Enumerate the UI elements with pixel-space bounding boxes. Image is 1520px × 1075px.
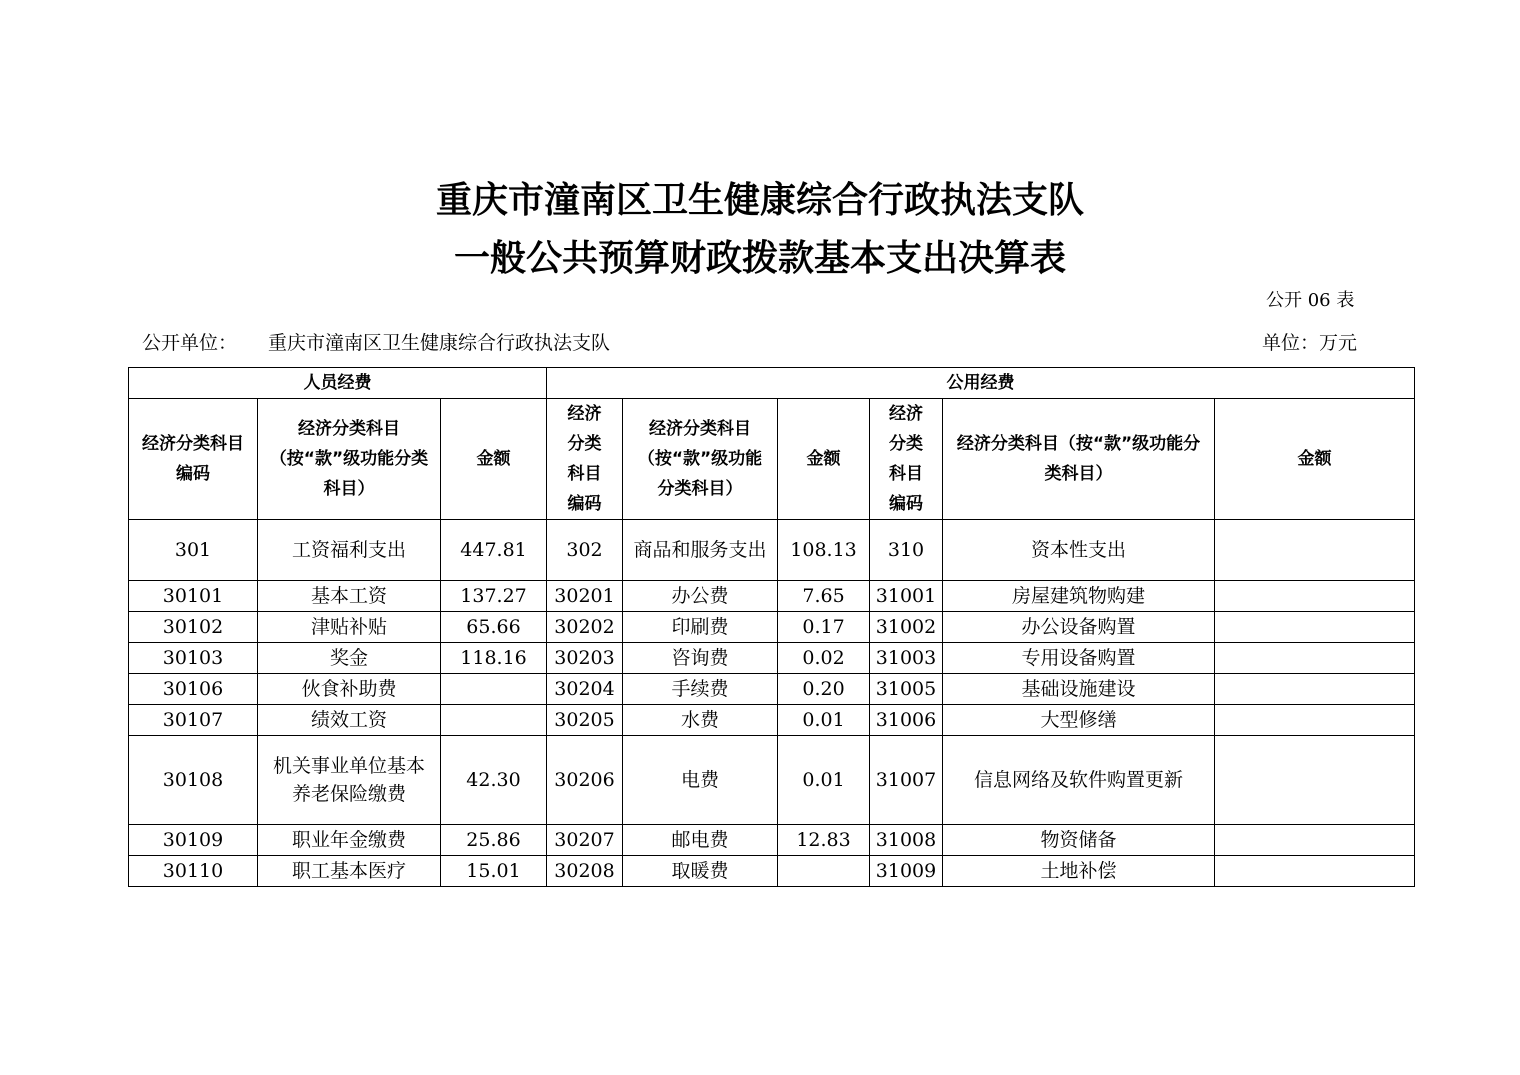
header-capital-code: 经济分类科目编码 <box>870 399 943 520</box>
personnel-code-cell: 30101 <box>129 581 258 612</box>
header-capital-amount: 金额 <box>1215 399 1415 520</box>
capital-amount-cell <box>1215 674 1415 705</box>
personnel-amount-cell: 65.66 <box>441 612 547 643</box>
capital-name-cell: 办公设备购置 <box>943 612 1215 643</box>
capital-amount-cell <box>1215 705 1415 736</box>
personnel-code-cell: 30106 <box>129 674 258 705</box>
header-goods-amount: 金额 <box>778 399 870 520</box>
unit-name: 重庆市潼南区卫生健康综合行政执法支队 <box>268 332 611 354</box>
personnel-code-cell: 30109 <box>129 825 258 856</box>
capital-code-cell: 31006 <box>870 705 943 736</box>
capital-name-cell: 基础设施建设 <box>943 674 1215 705</box>
capital-name-cell: 专用设备购置 <box>943 643 1215 674</box>
personnel-name-cell: 职业年金缴费 <box>258 825 441 856</box>
capital-code-cell: 31003 <box>870 643 943 674</box>
capital-name-cell: 房屋建筑物购建 <box>943 581 1215 612</box>
personnel-name-cell: 机关事业单位基本养老保险缴费 <box>258 736 441 825</box>
goods-code-cell: 30204 <box>547 674 623 705</box>
goods-code-cell: 30206 <box>547 736 623 825</box>
goods-name-cell: 印刷费 <box>623 612 778 643</box>
capital-name-cell: 大型修缮 <box>943 705 1215 736</box>
personnel-name-cell: 奖金 <box>258 643 441 674</box>
personnel-name-cell: 基本工资 <box>258 581 441 612</box>
document-title-line1: 重庆市潼南区卫生健康综合行政执法支队 <box>435 180 1084 221</box>
capital-code-cell: 31001 <box>870 581 943 612</box>
capital-amount-cell <box>1215 581 1415 612</box>
personnel-name-cell: 绩效工资 <box>258 705 441 736</box>
goods-amount-cell: 108.13 <box>778 520 870 581</box>
goods-amount-cell: 0.01 <box>778 705 870 736</box>
personnel-code-cell: 301 <box>129 520 258 581</box>
capital-code-cell: 31005 <box>870 674 943 705</box>
capital-code-cell: 31009 <box>870 856 943 887</box>
header-personnel-amount: 金额 <box>441 399 547 520</box>
goods-name-cell: 商品和服务支出 <box>623 520 778 581</box>
goods-amount-cell: 0.02 <box>778 643 870 674</box>
table-row <box>129 581 1415 612</box>
table-row <box>129 736 1415 825</box>
capital-code-cell: 310 <box>870 520 943 581</box>
unit-label: 公开单位： <box>142 332 238 354</box>
goods-amount-cell: 0.20 <box>778 674 870 705</box>
personnel-amount-cell: 15.01 <box>441 856 547 887</box>
document-title-line2: 一般公共预算财政拨款基本支出决算表 <box>453 238 1066 279</box>
goods-name-cell: 电费 <box>623 736 778 825</box>
capital-amount-cell <box>1215 612 1415 643</box>
capital-code-cell: 31007 <box>870 736 943 825</box>
goods-amount-cell: 12.83 <box>778 825 870 856</box>
expenditure-table <box>128 367 1415 887</box>
table-body <box>129 520 1415 887</box>
goods-code-cell: 30205 <box>547 705 623 736</box>
goods-name-cell: 手续费 <box>623 674 778 705</box>
header-goods-code: 经济分类科目编码 <box>547 399 623 520</box>
goods-amount-cell <box>778 856 870 887</box>
personnel-amount-cell <box>441 674 547 705</box>
capital-amount-cell <box>1215 520 1415 581</box>
personnel-name-cell: 工资福利支出 <box>258 520 441 581</box>
personnel-name-cell: 职工基本医疗 <box>258 856 441 887</box>
capital-amount-cell <box>1215 825 1415 856</box>
goods-amount-cell: 0.17 <box>778 612 870 643</box>
header-personnel-name: 经济分类科目（按“款”级功能分类科目） <box>258 399 441 520</box>
table-number: 公开 06 表 <box>1266 290 1355 311</box>
personnel-amount-cell: 118.16 <box>441 643 547 674</box>
goods-name-cell: 取暖费 <box>623 856 778 887</box>
capital-name-cell: 物资储备 <box>943 825 1215 856</box>
goods-code-cell: 30208 <box>547 856 623 887</box>
capital-code-cell: 31008 <box>870 825 943 856</box>
capital-code-cell: 31002 <box>870 612 943 643</box>
personnel-code-cell: 30108 <box>129 736 258 825</box>
personnel-amount-cell: 42.30 <box>441 736 547 825</box>
capital-amount-cell <box>1215 856 1415 887</box>
personnel-amount-cell: 137.27 <box>441 581 547 612</box>
goods-code-cell: 30203 <box>547 643 623 674</box>
group-header-personnel: 人员经费 <box>129 368 547 399</box>
personnel-code-cell: 30103 <box>129 643 258 674</box>
goods-name-cell: 咨询费 <box>623 643 778 674</box>
personnel-amount-cell: 447.81 <box>441 520 547 581</box>
capital-amount-cell <box>1215 736 1415 825</box>
goods-name-cell: 办公费 <box>623 581 778 612</box>
goods-code-cell: 30207 <box>547 825 623 856</box>
table-row <box>129 520 1415 581</box>
table-row <box>129 825 1415 856</box>
personnel-code-cell: 30102 <box>129 612 258 643</box>
personnel-amount-cell <box>441 705 547 736</box>
header-capital-name: 经济分类科目（按“款”级功能分类科目） <box>943 399 1215 520</box>
goods-code-cell: 302 <box>547 520 623 581</box>
goods-code-cell: 30202 <box>547 612 623 643</box>
group-header-public: 公用经费 <box>547 368 1415 399</box>
table-row <box>129 643 1415 674</box>
goods-name-cell: 水费 <box>623 705 778 736</box>
goods-code-cell: 30201 <box>547 581 623 612</box>
personnel-amount-cell: 25.86 <box>441 825 547 856</box>
personnel-name-cell: 津贴补贴 <box>258 612 441 643</box>
capital-amount-cell <box>1215 643 1415 674</box>
table-row <box>129 856 1415 887</box>
goods-name-cell: 邮电费 <box>623 825 778 856</box>
goods-amount-cell: 0.01 <box>778 736 870 825</box>
capital-name-cell: 土地补偿 <box>943 856 1215 887</box>
personnel-code-cell: 30107 <box>129 705 258 736</box>
capital-name-cell: 资本性支出 <box>943 520 1215 581</box>
personnel-name-cell: 伙食补助费 <box>258 674 441 705</box>
currency-unit: 单位：万元 <box>1262 332 1358 354</box>
header-goods-name: 经济分类科目（按“款”级功能分类科目） <box>623 399 778 520</box>
goods-amount-cell: 7.65 <box>778 581 870 612</box>
table-row <box>129 674 1415 705</box>
personnel-code-cell: 30110 <box>129 856 258 887</box>
header-personnel-code: 经济分类科目编码 <box>129 399 258 520</box>
capital-name-cell: 信息网络及软件购置更新 <box>943 736 1215 825</box>
table-row <box>129 612 1415 643</box>
table-row <box>129 705 1415 736</box>
